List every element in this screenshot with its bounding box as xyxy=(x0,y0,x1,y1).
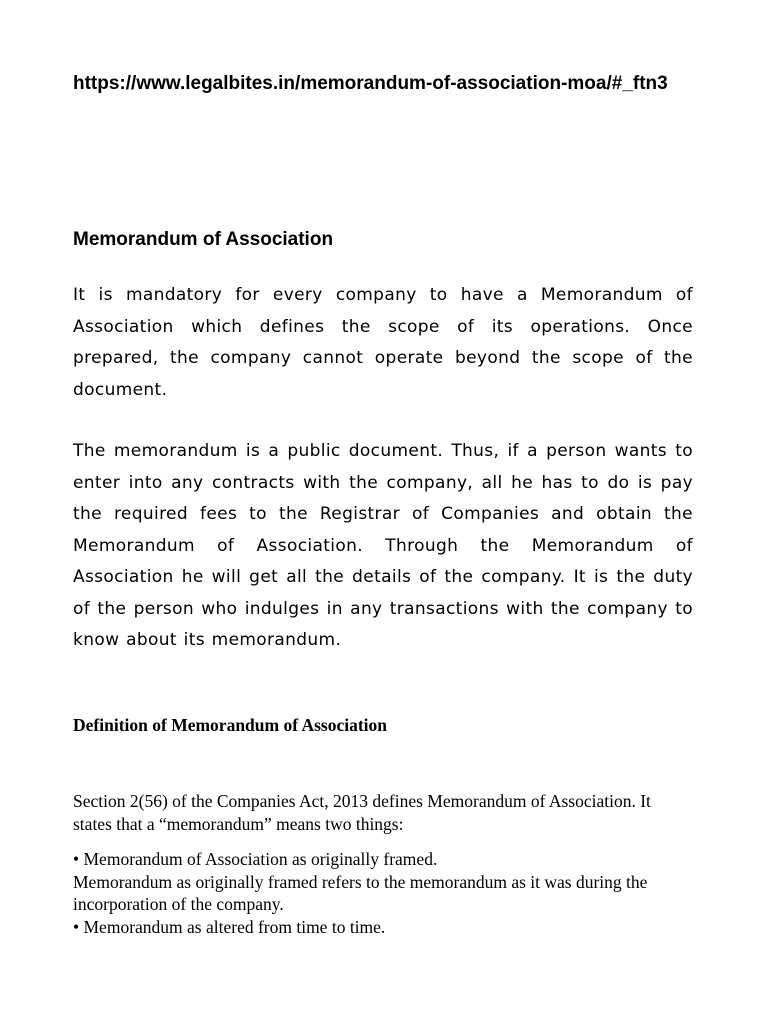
paragraph-mandatory: It is mandatory for every company to have a Memorandum of Association which defines the scope of its operations. Once prepared, the company cannot operate beyond the scope of the document. xyxy=(73,285,693,400)
list-item: • Memorandum as altered from time to time. xyxy=(73,916,386,937)
section-intro: Section 2(56) of the Companies Act, 2013 defines Memorandum of Association. It states that a “memorandum” means two things: xyxy=(73,791,651,834)
paragraph-public-document: The memorandum is a public document. Thus, if a person wants to enter into any contracts with the company, all he has to do is pay the required fees to the Registrar of Companies and obtain the Memorandum of Association. Through the Memorandum of Association he will get all the details of the company. It is the duty of the person who indulges in any transactions with the company to know about its memorandum. xyxy=(73,441,693,650)
source-url: https://www.legalbites.in/memorandum-of-association-moa/#_ftn3 xyxy=(73,73,668,94)
definition-heading: Definition of Memorandum of Association xyxy=(73,715,388,735)
list-item: • Memorandum of Association as originally framed. xyxy=(73,849,438,869)
definition-list xyxy=(73,848,673,938)
page-heading: Memorandum of Association xyxy=(73,229,334,250)
list-item-description: Memorandum as originally framed refers to the memorandum as it was during the incorporation of the company. xyxy=(73,871,648,914)
